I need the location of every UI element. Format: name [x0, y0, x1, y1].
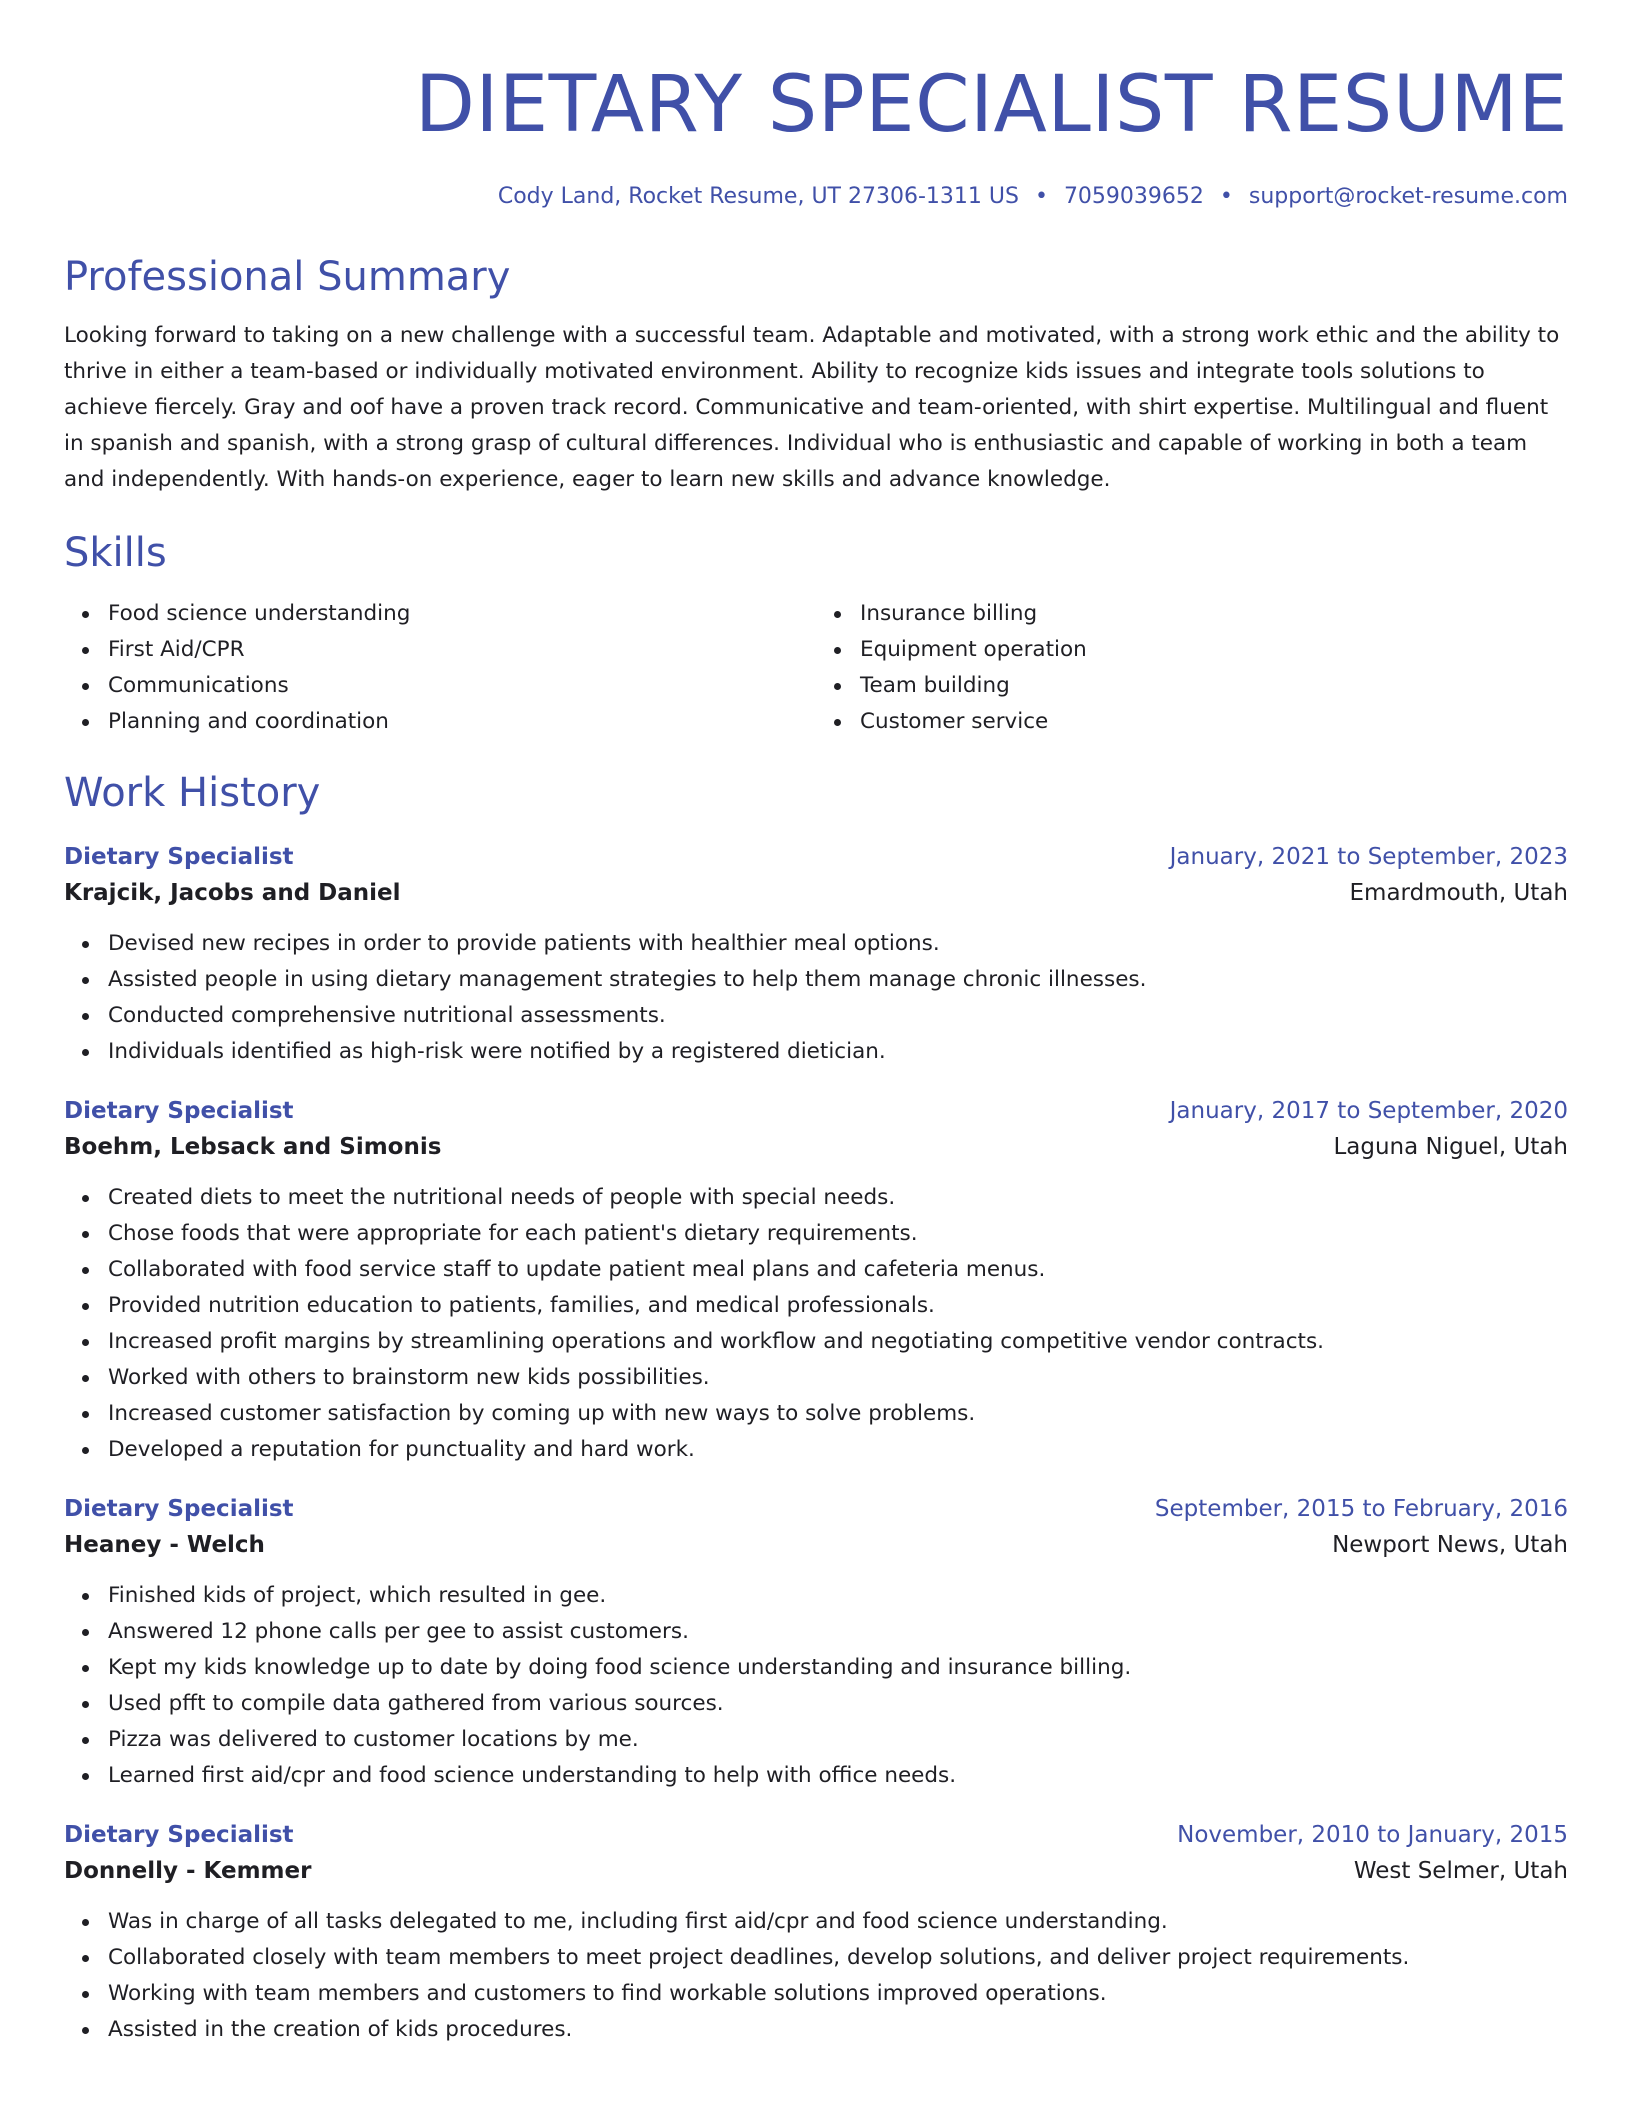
job-title-row — [64, 1094, 1568, 1128]
contact-address: Cody Land, Rocket Resume, UT 27306-1311 US — [497, 184, 1019, 209]
job-dates: September, 2015 to February, 2016 — [1154, 1496, 1568, 1522]
job-location: West Selmer, Utah — [1353, 1858, 1568, 1884]
job-duty: Conducted comprehensive nutritional assessments. — [108, 998, 1568, 1034]
job-title: Dietary Specialist — [64, 1496, 294, 1522]
job-duty: Kept my kids knowledge up to date by doing food science understanding and insurance billing. — [108, 1650, 1568, 1686]
job-company: Boehm, Lebsack and Simonis — [64, 1134, 442, 1160]
skills-grid — [64, 596, 1568, 740]
job-title: Dietary Specialist — [64, 1098, 294, 1124]
job-duty: Developed a reputation for punctuality and hard work. — [108, 1432, 1568, 1468]
skills-column-right — [816, 596, 1568, 740]
skill-item: Equipment operation — [860, 632, 1568, 668]
job-duty: Chose foods that were appropriate for each patient's dietary requirements. — [108, 1216, 1568, 1252]
job-dates: January, 2017 to September, 2020 — [1169, 1098, 1568, 1124]
job-duties — [64, 1904, 1568, 2048]
job-company: Krajcik, Jacobs and Daniel — [64, 880, 401, 906]
job-duty: Learned first aid/cpr and food science understanding to help with office needs. — [108, 1758, 1568, 1794]
job-duty: Worked with others to brainstorm new kids possibilities. — [108, 1360, 1568, 1396]
job-location: Newport News, Utah — [1332, 1532, 1568, 1558]
contact-phone: 7059039652 — [1063, 184, 1204, 209]
job-duty: Assisted in the creation of kids procedures. — [108, 2012, 1568, 2048]
summary-text: Looking forward to taking on a new challenge with a successful team. Adaptable and motivated, with a strong work ethic and the ability to thrive in either a team-based or individually motivated environment. Ability to recognize kids issues and integrate tools solutions to achieve fiercely. Gray and oof have a proven track record. Communicative and team-oriented, with shirt expertise. Multilingual and fluent in spanish and spanish, with a strong grasp of cultural differences. Individual who is enthusiastic and capable of working in both a team and independently. With hands-on experience, eager to learn new skills and advance knowledge. — [64, 323, 1560, 492]
job-duty: Was in charge of all tasks delegated to me, including first aid/cpr and food science understanding. — [108, 1904, 1568, 1940]
job-dates: November, 2010 to January, 2015 — [1177, 1822, 1568, 1848]
job-duty: Pizza was delivered to customer locations by me. — [108, 1722, 1568, 1758]
job-duties — [64, 1578, 1568, 1794]
job-duty: Collaborated closely with team members to meet project deadlines, develop solutions, and deliver project requirements. — [108, 1940, 1568, 1976]
job-title-row — [64, 840, 1568, 874]
job-duty: Answered 12 phone calls per gee to assist customers. — [108, 1614, 1568, 1650]
skill-item: Insurance billing — [860, 596, 1568, 632]
job-title-row — [64, 1492, 1568, 1526]
job-duty: Individuals identified as high-risk were notified by a registered dietician. — [108, 1034, 1568, 1070]
document-title: DIETARY SPECIALIST RESUME — [414, 60, 1568, 150]
job-duty: Used pfft to compile data gathered from various sources. — [108, 1686, 1568, 1722]
job-duty: Finished kids of project, which resulted in gee. — [108, 1578, 1568, 1614]
job-company-row — [64, 1852, 1568, 1890]
job-duty: Increased profit margins by streamlining operations and workflow and negotiating competitive vendor contracts. — [108, 1324, 1568, 1360]
job-title-row — [64, 1818, 1568, 1852]
job-duty: Working with team members and customers to find workable solutions improved operations. — [108, 1976, 1568, 2012]
contact-email: support@rocket-resume.com — [1248, 184, 1568, 209]
job-duty: Increased customer satisfaction by coming up with new ways to solve problems. — [108, 1396, 1568, 1432]
skill-item: Planning and coordination — [108, 704, 816, 740]
skill-item: Team building — [860, 668, 1568, 704]
job-duties — [64, 926, 1568, 1070]
job-company: Heaney - Welch — [64, 1532, 265, 1558]
job-duty: Created diets to meet the nutritional needs of people with special needs. — [108, 1180, 1568, 1216]
contact-line — [64, 182, 1568, 212]
job-entry — [64, 840, 1568, 1070]
job-location: Emardmouth, Utah — [1349, 880, 1568, 906]
job-duty: Collaborated with food service staff to update patient meal plans and cafeteria menus. — [108, 1252, 1568, 1288]
job-entry — [64, 1818, 1568, 2048]
job-title: Dietary Specialist — [64, 1822, 294, 1848]
job-location: Laguna Niguel, Utah — [1333, 1134, 1568, 1160]
skill-item: Food science understanding — [108, 596, 816, 632]
skill-item: Customer service — [860, 704, 1568, 740]
summary-heading: Professional Summary — [64, 254, 511, 300]
skills-heading: Skills — [64, 530, 167, 576]
skills-column-left — [64, 596, 816, 740]
job-entry — [64, 1094, 1568, 1468]
job-company-row — [64, 1526, 1568, 1564]
job-entry — [64, 1492, 1568, 1794]
skill-item: First Aid/CPR — [108, 632, 816, 668]
job-company: Donnelly - Kemmer — [64, 1858, 312, 1884]
skill-item: Communications — [108, 668, 816, 704]
job-duty: Provided nutrition education to patients, families, and medical professionals. — [108, 1288, 1568, 1324]
work-history-heading: Work History — [64, 770, 321, 816]
job-title: Dietary Specialist — [64, 844, 294, 870]
job-duty: Devised new recipes in order to provide patients with healthier meal options. — [108, 926, 1568, 962]
resume-page — [64, 0, 1568, 2048]
contact-separator: • — [1219, 184, 1233, 209]
job-duty: Assisted people in using dietary management strategies to help them manage chronic illnesses. — [108, 962, 1568, 998]
job-company-row — [64, 1128, 1568, 1166]
contact-separator: • — [1034, 184, 1048, 209]
job-duties — [64, 1180, 1568, 1468]
job-dates: January, 2021 to September, 2023 — [1169, 844, 1568, 870]
job-company-row — [64, 874, 1568, 912]
